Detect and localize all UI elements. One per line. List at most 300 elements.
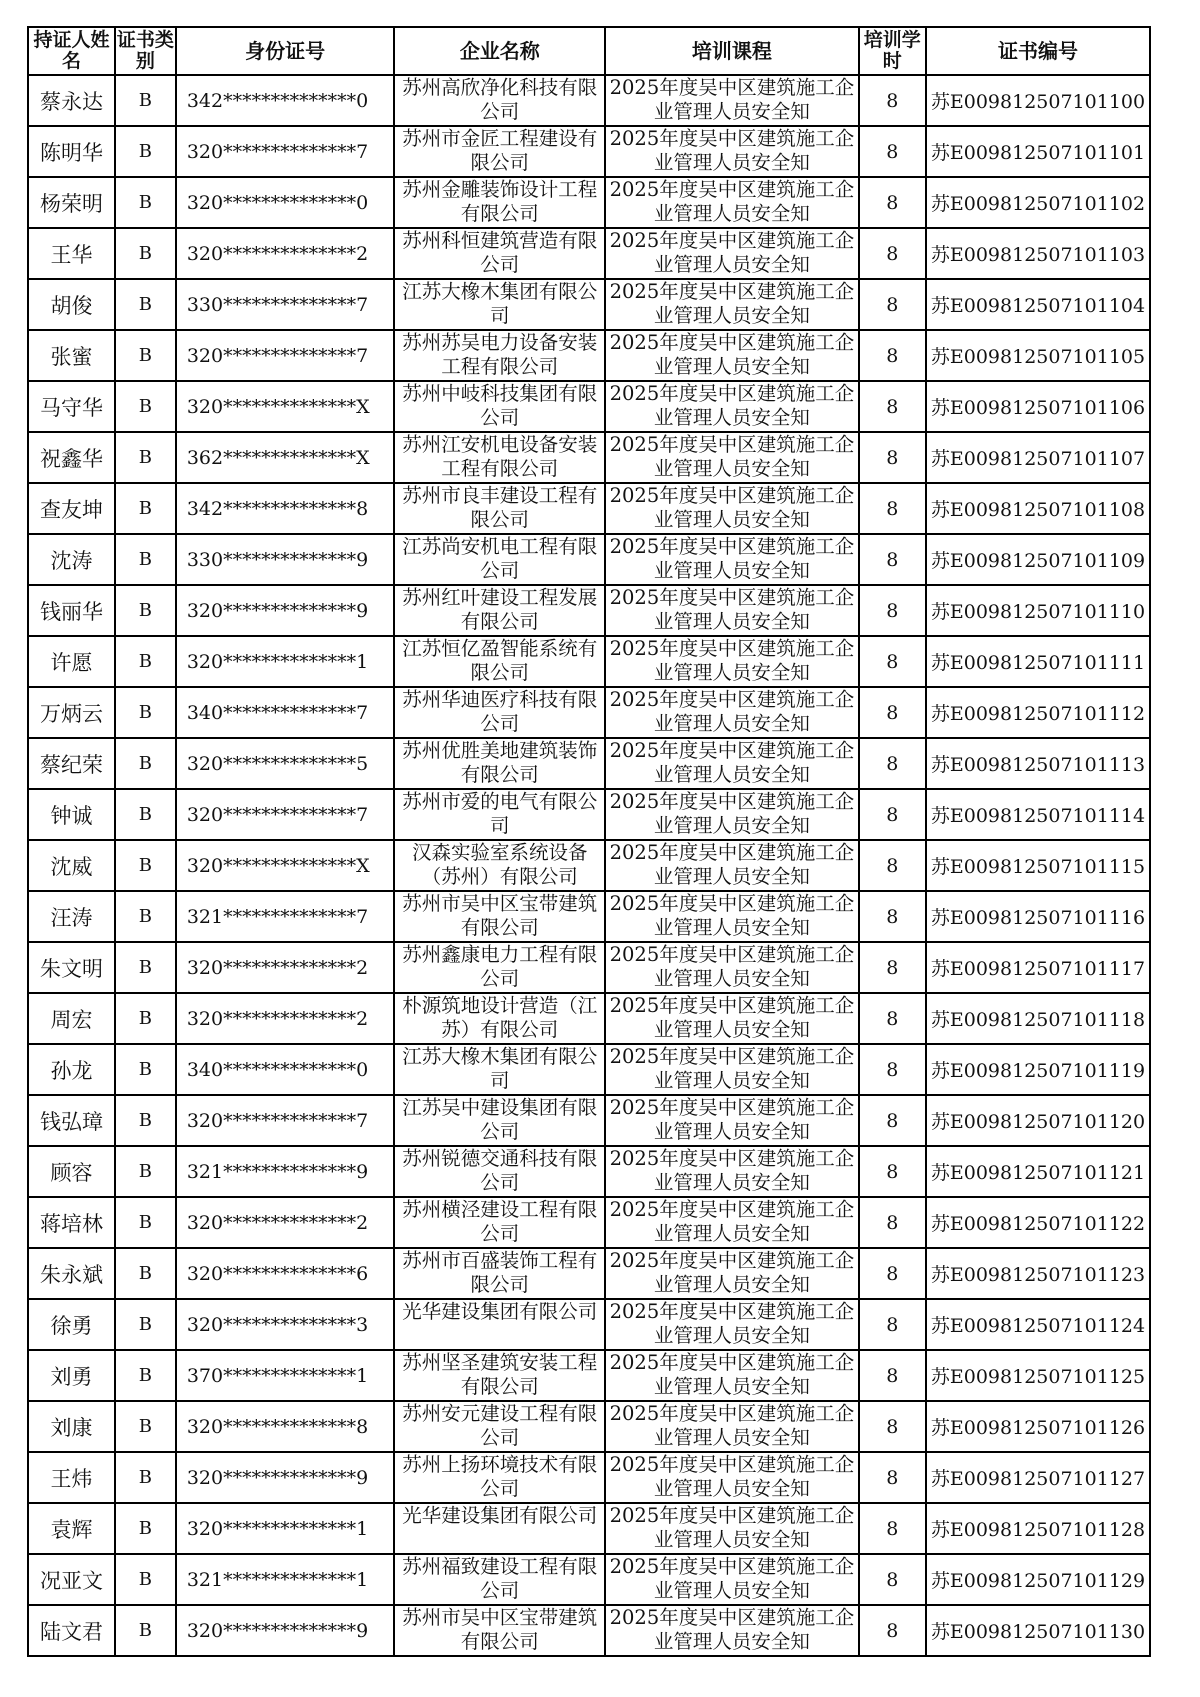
holder-name-cell: 陆文君 (28, 1605, 115, 1656)
holder-name-cell: 朱文明 (28, 942, 115, 993)
course-cell (605, 126, 858, 177)
company-cell (394, 75, 605, 126)
holder-name-cell: 刘康 (28, 1401, 115, 1452)
course-cell (605, 1554, 858, 1605)
certificate-list-sheet (27, 26, 1151, 1657)
id-number-cell: 320**************6 (176, 1248, 395, 1299)
course-cell-text: 2025年度吴中区建筑施工企业管理人员安全知 (609, 994, 855, 1041)
course-cell (605, 1401, 858, 1452)
course-cell-text: 2025年度吴中区建筑施工企业管理人员安全知 (609, 1351, 855, 1398)
course-cell (605, 1503, 858, 1554)
hours-cell: 8 (859, 1350, 926, 1401)
hours-cell: 8 (859, 75, 926, 126)
category-cell: B (115, 228, 176, 279)
company-cell (394, 279, 605, 330)
hours-cell: 8 (859, 1605, 926, 1656)
hours-cell: 8 (859, 687, 926, 738)
category-cell: B (115, 126, 176, 177)
cert-number-cell: 苏E009812507101100 (926, 75, 1150, 126)
course-cell-text: 2025年度吴中区建筑施工企业管理人员安全知 (609, 178, 855, 225)
cert-number-cell: 苏E009812507101117 (926, 942, 1150, 993)
cert-number-cell: 苏E009812507101123 (926, 1248, 1150, 1299)
holder-name-cell: 蒋培林 (28, 1197, 115, 1248)
holder-name-cell: 马守华 (28, 381, 115, 432)
table-row (28, 534, 1150, 585)
holder-name-cell: 许愿 (28, 636, 115, 687)
id-number-cell: 320**************9 (176, 585, 395, 636)
course-cell (605, 228, 858, 279)
company-cell (394, 1095, 605, 1146)
company-cell (394, 1044, 605, 1095)
course-cell (605, 993, 858, 1044)
table-row (28, 330, 1150, 381)
category-cell: B (115, 1452, 176, 1503)
table-row (28, 840, 1150, 891)
company-cell-text: 光华建设集团有限公司 (402, 1300, 598, 1323)
header-cert-number: 证书编号 (926, 27, 1150, 75)
certificate-table (27, 26, 1151, 1657)
course-cell (605, 789, 858, 840)
holder-name-cell: 沈威 (28, 840, 115, 891)
category-cell: B (115, 279, 176, 330)
cert-number-cell: 苏E009812507101126 (926, 1401, 1150, 1452)
hours-cell: 8 (859, 840, 926, 891)
table-row (28, 1146, 1150, 1197)
cert-number-cell: 苏E009812507101125 (926, 1350, 1150, 1401)
holder-name-cell: 查友坤 (28, 483, 115, 534)
company-cell (394, 1146, 605, 1197)
course-cell (605, 1452, 858, 1503)
holder-name-cell: 万炳云 (28, 687, 115, 738)
id-number-cell: 320**************3 (176, 1299, 395, 1350)
table-row (28, 432, 1150, 483)
holder-name-cell: 孙龙 (28, 1044, 115, 1095)
category-cell: B (115, 1401, 176, 1452)
company-cell-text: 苏州金雕装饰设计工程有限公司 (402, 178, 598, 225)
course-cell-text: 2025年度吴中区建筑施工企业管理人员安全知 (609, 382, 855, 429)
table-row (28, 738, 1150, 789)
id-number-cell: 340**************7 (176, 687, 395, 738)
holder-name-cell: 祝鑫华 (28, 432, 115, 483)
cert-number-cell: 苏E009812507101116 (926, 891, 1150, 942)
company-cell (394, 1452, 605, 1503)
cert-number-cell: 苏E009812507101129 (926, 1554, 1150, 1605)
company-cell (394, 789, 605, 840)
id-number-cell: 320**************1 (176, 636, 395, 687)
holder-name-cell: 钟诚 (28, 789, 115, 840)
hours-cell: 8 (859, 636, 926, 687)
category-cell: B (115, 1299, 176, 1350)
company-cell-text: 苏州福致建设工程有限公司 (402, 1555, 598, 1602)
company-cell-text: 苏州科恒建筑营造有限公司 (402, 229, 598, 276)
company-cell-text: 光华建设集团有限公司 (402, 1504, 598, 1527)
table-row (28, 381, 1150, 432)
header-hours: 培训学时 (859, 27, 926, 75)
course-cell-text: 2025年度吴中区建筑施工企业管理人员安全知 (609, 739, 855, 786)
id-number-cell: 320**************2 (176, 1197, 395, 1248)
id-number-cell: 340**************0 (176, 1044, 395, 1095)
course-cell (605, 738, 858, 789)
header-category: 证书类别 (115, 27, 176, 75)
hours-cell: 8 (859, 177, 926, 228)
hours-cell: 8 (859, 789, 926, 840)
holder-name-cell: 朱永斌 (28, 1248, 115, 1299)
cert-number-cell: 苏E009812507101101 (926, 126, 1150, 177)
company-cell (394, 330, 605, 381)
course-cell (605, 942, 858, 993)
category-cell: B (115, 636, 176, 687)
category-cell: B (115, 942, 176, 993)
hours-cell: 8 (859, 738, 926, 789)
id-number-cell: 320**************X (176, 381, 395, 432)
category-cell: B (115, 789, 176, 840)
table-row (28, 228, 1150, 279)
company-cell-text: 苏州锐德交通科技有限公司 (402, 1147, 598, 1194)
hours-cell: 8 (859, 228, 926, 279)
company-cell-text: 苏州安元建设工程有限公司 (402, 1402, 598, 1449)
hours-cell: 8 (859, 1248, 926, 1299)
table-body (28, 75, 1150, 1656)
company-cell (394, 840, 605, 891)
cert-number-cell: 苏E009812507101109 (926, 534, 1150, 585)
course-cell-text: 2025年度吴中区建筑施工企业管理人员安全知 (609, 943, 855, 990)
category-cell: B (115, 75, 176, 126)
id-number-cell: 320**************2 (176, 942, 395, 993)
category-cell: B (115, 687, 176, 738)
course-cell-text: 2025年度吴中区建筑施工企业管理人员安全知 (609, 841, 855, 888)
company-cell (394, 1503, 605, 1554)
id-number-cell: 320**************8 (176, 1401, 395, 1452)
course-cell-text: 2025年度吴中区建筑施工企业管理人员安全知 (609, 280, 855, 327)
id-number-cell: 370**************1 (176, 1350, 395, 1401)
hours-cell: 8 (859, 1503, 926, 1554)
table-row (28, 1401, 1150, 1452)
company-cell (394, 993, 605, 1044)
id-number-cell: 320**************7 (176, 1095, 395, 1146)
id-number-cell: 362**************X (176, 432, 395, 483)
company-cell (394, 177, 605, 228)
holder-name-cell: 蔡纪荣 (28, 738, 115, 789)
cert-number-cell: 苏E009812507101113 (926, 738, 1150, 789)
course-cell (605, 1248, 858, 1299)
table-row (28, 177, 1150, 228)
cert-number-cell: 苏E009812507101108 (926, 483, 1150, 534)
course-cell-text: 2025年度吴中区建筑施工企业管理人员安全知 (609, 127, 855, 174)
course-cell-text: 2025年度吴中区建筑施工企业管理人员安全知 (609, 535, 855, 582)
company-cell-text: 苏州市吴中区宝带建筑有限公司 (402, 892, 598, 939)
hours-cell: 8 (859, 993, 926, 1044)
id-number-cell: 321**************7 (176, 891, 395, 942)
category-cell: B (115, 1503, 176, 1554)
table-row (28, 636, 1150, 687)
company-cell-text: 江苏尚安机电工程有限公司 (402, 535, 598, 582)
category-cell: B (115, 330, 176, 381)
holder-name-cell: 沈涛 (28, 534, 115, 585)
table-row (28, 942, 1150, 993)
id-number-cell: 320**************5 (176, 738, 395, 789)
category-cell: B (115, 1605, 176, 1656)
course-cell (605, 1146, 858, 1197)
table-row (28, 1095, 1150, 1146)
course-cell (605, 330, 858, 381)
company-cell-text: 苏州市良丰建设工程有限公司 (402, 484, 598, 531)
category-cell: B (115, 1044, 176, 1095)
hours-cell: 8 (859, 330, 926, 381)
company-cell (394, 1197, 605, 1248)
id-number-cell: 320**************1 (176, 1503, 395, 1554)
company-cell-text: 苏州横泾建设工程有限公司 (402, 1198, 598, 1245)
category-cell: B (115, 891, 176, 942)
holder-name-cell: 王华 (28, 228, 115, 279)
holder-name-cell: 王炜 (28, 1452, 115, 1503)
company-cell-text: 苏州红叶建设工程发展有限公司 (402, 586, 598, 633)
table-row (28, 687, 1150, 738)
cert-number-cell: 苏E009812507101105 (926, 330, 1150, 381)
holder-name-cell: 钱丽华 (28, 585, 115, 636)
company-cell (394, 126, 605, 177)
course-cell-text: 2025年度吴中区建筑施工企业管理人员安全知 (609, 586, 855, 633)
course-cell-text: 2025年度吴中区建筑施工企业管理人员安全知 (609, 1147, 855, 1194)
category-cell: B (115, 432, 176, 483)
id-number-cell: 321**************9 (176, 1146, 395, 1197)
hours-cell: 8 (859, 1197, 926, 1248)
category-cell: B (115, 1350, 176, 1401)
id-number-cell: 320**************9 (176, 1605, 395, 1656)
table-row (28, 1350, 1150, 1401)
cert-number-cell: 苏E009812507101114 (926, 789, 1150, 840)
hours-cell: 8 (859, 891, 926, 942)
course-cell (605, 1605, 858, 1656)
hours-cell: 8 (859, 1095, 926, 1146)
table-row (28, 993, 1150, 1044)
company-cell (394, 585, 605, 636)
holder-name-cell: 陈明华 (28, 126, 115, 177)
company-cell-text: 苏州苏吴电力设备安装工程有限公司 (402, 331, 598, 378)
company-cell (394, 432, 605, 483)
category-cell: B (115, 534, 176, 585)
table-row (28, 279, 1150, 330)
company-cell (394, 1248, 605, 1299)
cert-number-cell: 苏E009812507101106 (926, 381, 1150, 432)
cert-number-cell: 苏E009812507101107 (926, 432, 1150, 483)
course-cell (605, 75, 858, 126)
cert-number-cell: 苏E009812507101115 (926, 840, 1150, 891)
course-cell-text: 2025年度吴中区建筑施工企业管理人员安全知 (609, 1249, 855, 1296)
table-row (28, 585, 1150, 636)
category-cell: B (115, 993, 176, 1044)
table-row (28, 1503, 1150, 1554)
company-cell-text: 朴源筑地设计营造（江苏）有限公司 (402, 994, 598, 1041)
course-cell (605, 1095, 858, 1146)
category-cell: B (115, 738, 176, 789)
category-cell: B (115, 381, 176, 432)
header-holder-name: 持证人姓名 (28, 27, 115, 75)
holder-name-cell: 张蜜 (28, 330, 115, 381)
cert-number-cell: 苏E009812507101118 (926, 993, 1150, 1044)
header-company: 企业名称 (394, 27, 605, 75)
course-cell-text: 2025年度吴中区建筑施工企业管理人员安全知 (609, 1198, 855, 1245)
hours-cell: 8 (859, 1452, 926, 1503)
company-cell-text: 苏州坚圣建筑安装工程有限公司 (402, 1351, 598, 1398)
hours-cell: 8 (859, 381, 926, 432)
course-cell-text: 2025年度吴中区建筑施工企业管理人员安全知 (609, 1453, 855, 1500)
company-cell-text: 苏州市金匠工程建设有限公司 (402, 127, 598, 174)
category-cell: B (115, 840, 176, 891)
hours-cell: 8 (859, 1044, 926, 1095)
category-cell: B (115, 585, 176, 636)
id-number-cell: 320**************2 (176, 993, 395, 1044)
cert-number-cell: 苏E009812507101120 (926, 1095, 1150, 1146)
course-cell-text: 2025年度吴中区建筑施工企业管理人员安全知 (609, 1300, 855, 1347)
category-cell: B (115, 1095, 176, 1146)
holder-name-cell: 周宏 (28, 993, 115, 1044)
hours-cell: 8 (859, 534, 926, 585)
course-cell (605, 483, 858, 534)
company-cell (394, 738, 605, 789)
id-number-cell: 342**************8 (176, 483, 395, 534)
header-row (28, 27, 1150, 75)
header-course: 培训课程 (605, 27, 858, 75)
cert-number-cell: 苏E009812507101104 (926, 279, 1150, 330)
course-cell (605, 177, 858, 228)
cert-number-cell: 苏E009812507101130 (926, 1605, 1150, 1656)
cert-number-cell: 苏E009812507101119 (926, 1044, 1150, 1095)
course-cell-text: 2025年度吴中区建筑施工企业管理人员安全知 (609, 1606, 855, 1653)
table-row (28, 891, 1150, 942)
company-cell-text: 苏州高欣净化科技有限公司 (402, 76, 598, 123)
company-cell (394, 381, 605, 432)
table-row (28, 1299, 1150, 1350)
hours-cell: 8 (859, 279, 926, 330)
header-id-number: 身份证号 (176, 27, 395, 75)
course-cell (605, 636, 858, 687)
id-number-cell: 330**************9 (176, 534, 395, 585)
company-cell-text: 江苏大橡木集团有限公司 (402, 1045, 598, 1092)
id-number-cell: 330**************7 (176, 279, 395, 330)
course-cell (605, 687, 858, 738)
course-cell-text: 2025年度吴中区建筑施工企业管理人员安全知 (609, 1402, 855, 1449)
holder-name-cell: 徐勇 (28, 1299, 115, 1350)
table-row (28, 483, 1150, 534)
table-row (28, 1248, 1150, 1299)
holder-name-cell: 刘勇 (28, 1350, 115, 1401)
course-cell-text: 2025年度吴中区建筑施工企业管理人员安全知 (609, 1045, 855, 1092)
company-cell-text: 苏州优胜美地建筑装饰有限公司 (402, 739, 598, 786)
course-cell-text: 2025年度吴中区建筑施工企业管理人员安全知 (609, 484, 855, 531)
holder-name-cell: 况亚文 (28, 1554, 115, 1605)
cert-number-cell: 苏E009812507101111 (926, 636, 1150, 687)
hours-cell: 8 (859, 585, 926, 636)
course-cell (605, 279, 858, 330)
course-cell (605, 1044, 858, 1095)
company-cell-text: 苏州市百盛装饰工程有限公司 (402, 1249, 598, 1296)
holder-name-cell: 袁辉 (28, 1503, 115, 1554)
company-cell-text: 汉森实验室系统设备（苏州）有限公司 (412, 841, 588, 888)
hours-cell: 8 (859, 1146, 926, 1197)
holder-name-cell: 顾容 (28, 1146, 115, 1197)
course-cell-text: 2025年度吴中区建筑施工企业管理人员安全知 (609, 229, 855, 276)
table-header (28, 27, 1150, 75)
table-row (28, 789, 1150, 840)
hours-cell: 8 (859, 1299, 926, 1350)
holder-name-cell: 杨荣明 (28, 177, 115, 228)
course-cell-text: 2025年度吴中区建筑施工企业管理人员安全知 (609, 1504, 855, 1551)
course-cell (605, 1299, 858, 1350)
holder-name-cell: 钱弘璋 (28, 1095, 115, 1146)
category-cell: B (115, 1554, 176, 1605)
id-number-cell: 342**************0 (176, 75, 395, 126)
course-cell (605, 1197, 858, 1248)
course-cell-text: 2025年度吴中区建筑施工企业管理人员安全知 (609, 1555, 855, 1602)
table-row (28, 126, 1150, 177)
company-cell (394, 1401, 605, 1452)
table-row (28, 1605, 1150, 1656)
course-cell (605, 840, 858, 891)
company-cell-text: 苏州鑫康电力工程有限公司 (402, 943, 598, 990)
company-cell-text: 苏州市爱的电气有限公司 (402, 790, 598, 837)
cert-number-cell: 苏E009812507101102 (926, 177, 1150, 228)
company-cell (394, 891, 605, 942)
course-cell-text: 2025年度吴中区建筑施工企业管理人员安全知 (609, 892, 855, 939)
course-cell-text: 2025年度吴中区建筑施工企业管理人员安全知 (609, 1096, 855, 1143)
course-cell (605, 381, 858, 432)
table-row (28, 1044, 1150, 1095)
company-cell (394, 1605, 605, 1656)
company-cell (394, 483, 605, 534)
table-row (28, 75, 1150, 126)
id-number-cell: 320**************X (176, 840, 395, 891)
id-number-cell: 320**************2 (176, 228, 395, 279)
category-cell: B (115, 1146, 176, 1197)
cert-number-cell: 苏E009812507101124 (926, 1299, 1150, 1350)
company-cell (394, 228, 605, 279)
course-cell (605, 534, 858, 585)
course-cell-text: 2025年度吴中区建筑施工企业管理人员安全知 (609, 433, 855, 480)
course-cell (605, 1350, 858, 1401)
course-cell (605, 432, 858, 483)
hours-cell: 8 (859, 483, 926, 534)
company-cell (394, 1554, 605, 1605)
cert-number-cell: 苏E009812507101121 (926, 1146, 1150, 1197)
course-cell-text: 2025年度吴中区建筑施工企业管理人员安全知 (609, 688, 855, 735)
cert-number-cell: 苏E009812507101112 (926, 687, 1150, 738)
company-cell-text: 江苏大橡木集团有限公司 (402, 280, 598, 327)
id-number-cell: 320**************0 (176, 177, 395, 228)
table-row (28, 1197, 1150, 1248)
company-cell-text: 苏州中岐科技集团有限公司 (402, 382, 598, 429)
hours-cell: 8 (859, 126, 926, 177)
cert-number-cell: 苏E009812507101103 (926, 228, 1150, 279)
holder-name-cell: 胡俊 (28, 279, 115, 330)
category-cell: B (115, 1197, 176, 1248)
company-cell-text: 苏州华迪医疗科技有限公司 (402, 688, 598, 735)
holder-name-cell: 蔡永达 (28, 75, 115, 126)
category-cell: B (115, 1248, 176, 1299)
company-cell-text: 苏州上扬环境技术有限公司 (402, 1453, 598, 1500)
course-cell (605, 891, 858, 942)
hours-cell: 8 (859, 942, 926, 993)
id-number-cell: 320**************7 (176, 330, 395, 381)
course-cell-text: 2025年度吴中区建筑施工企业管理人员安全知 (609, 790, 855, 837)
hours-cell: 8 (859, 1554, 926, 1605)
company-cell (394, 636, 605, 687)
category-cell: B (115, 177, 176, 228)
id-number-cell: 320**************9 (176, 1452, 395, 1503)
id-number-cell: 320**************7 (176, 789, 395, 840)
id-number-cell: 320**************7 (176, 126, 395, 177)
cert-number-cell: 苏E009812507101128 (926, 1503, 1150, 1554)
cert-number-cell: 苏E009812507101110 (926, 585, 1150, 636)
